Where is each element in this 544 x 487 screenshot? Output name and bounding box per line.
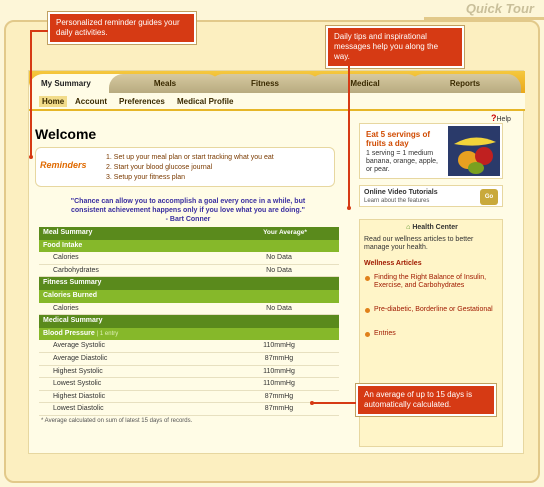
tab-my-summary[interactable]: My Summary: [29, 74, 141, 93]
inspirational-quote: [53, 197, 323, 224]
fruit-bowl-image: [448, 126, 500, 176]
food-intake-header: Food Intake: [39, 240, 339, 253]
reminder-callout-line: [30, 30, 48, 32]
subnav-home[interactable]: Home: [39, 96, 67, 107]
house-icon: ⌂: [406, 224, 411, 231]
video-title: Online Video Tutorials: [364, 189, 438, 196]
quote-text: "Chance can allow you to accomplish a goal every once in a while, but consistent achievement happens only if you love what you are doing.": [70, 198, 306, 214]
daily-tip-promo[interactable]: [359, 123, 503, 179]
reminders-list: [106, 153, 274, 183]
summary-table: [39, 227, 339, 445]
table-row: Average Diastolic 87mmHg: [39, 353, 339, 366]
reminder-callout-line: [30, 30, 32, 156]
quick-tour-title: Quick Tour: [465, 1, 534, 16]
tab-fitness[interactable]: Fitness: [209, 74, 321, 93]
video-subtitle: Learn about the features: [364, 198, 430, 204]
reminder-callout-dot: [29, 155, 33, 159]
health-center-title: ⌂ Health Center: [406, 224, 458, 231]
tab-meals[interactable]: Meals: [109, 74, 221, 93]
fitness-summary-header: Fitness Summary: [39, 277, 339, 290]
table-row: Calories No Data: [39, 252, 339, 265]
wellness-article-link[interactable]: Pre-diabetic, Borderline or Gestational: [364, 306, 500, 314]
medical-summary-header: Medical Summary: [39, 315, 339, 328]
table-row: Lowest Diastolic 87mmHg: [39, 403, 339, 416]
tips-callout-dot: [347, 206, 351, 210]
promo-text: 1 serving = 1 medium banana, orange, apple, or pear.: [366, 150, 439, 173]
subnav-medical-profile[interactable]: Medical Profile: [177, 97, 234, 106]
table-row: Lowest Systolic 110mmHg: [39, 378, 339, 391]
calories-burned-header: Calories Burned: [39, 290, 339, 303]
main-tabs: [29, 71, 525, 93]
table-row: Average Systolic 110mmHg: [39, 340, 339, 353]
reminder-item[interactable]: 3. Setup your fitness plan: [106, 174, 185, 181]
health-center-text: Read our wellness articles to better manage your health.: [364, 236, 474, 251]
tab-medical[interactable]: Medical: [309, 74, 421, 93]
table-row: Carbohydrates No Data: [39, 265, 339, 278]
promo-title: Eat 5 servings of fruits a day: [366, 130, 431, 148]
page-title: Welcome: [35, 126, 97, 142]
average-callout-line: [312, 402, 356, 404]
table-row: Highest Systolic 110mmHg: [39, 366, 339, 379]
average-callout-dot: [310, 401, 314, 405]
video-tutorials[interactable]: [359, 185, 503, 207]
reminders-title: Reminders: [40, 160, 87, 170]
sub-navigation: [29, 93, 525, 111]
reminder-item[interactable]: 1. Set up your meal plan or start tracking what you eat: [106, 154, 274, 161]
average-callout: An average of up to 15 days is automatically calculated.: [356, 384, 496, 416]
help-link[interactable]: ?Help: [491, 113, 511, 123]
reminder-callout: Personalized reminder guides your daily activities.: [48, 12, 196, 44]
tab-reports[interactable]: Reports: [409, 74, 521, 93]
tips-callout: Daily tips and inspirational messages help you along the way.: [326, 26, 464, 68]
wellness-article-link[interactable]: Entries: [364, 330, 500, 338]
table-row: Highest Diastolic 87mmHg: [39, 391, 339, 404]
tips-callout-line: [348, 62, 350, 208]
go-button[interactable]: Go: [480, 189, 498, 205]
wellness-article-link[interactable]: Finding the Right Balance of Insulin, Exercise, and Carbohydrates: [364, 274, 500, 290]
reminders-panel: [35, 147, 335, 187]
blood-pressure-header: Blood Pressure | 1 entry: [39, 328, 339, 341]
table-row: Calories No Data: [39, 303, 339, 316]
meal-summary-header: Meal Summary Your Average*: [39, 227, 339, 240]
subnav-account[interactable]: Account: [75, 97, 107, 106]
subnav-preferences[interactable]: Preferences: [119, 97, 165, 106]
help-icon: ?: [491, 113, 497, 123]
wellness-articles-title: Wellness Articles: [364, 260, 422, 267]
average-footnote: * Average calculated on sum of latest 15 days of records.: [41, 417, 193, 424]
bp-entry-count[interactable]: | 1 entry: [96, 330, 119, 337]
reminder-item[interactable]: 2. Start your blood glucose journal: [106, 164, 213, 171]
quote-author: - Bart Conner: [165, 216, 211, 223]
